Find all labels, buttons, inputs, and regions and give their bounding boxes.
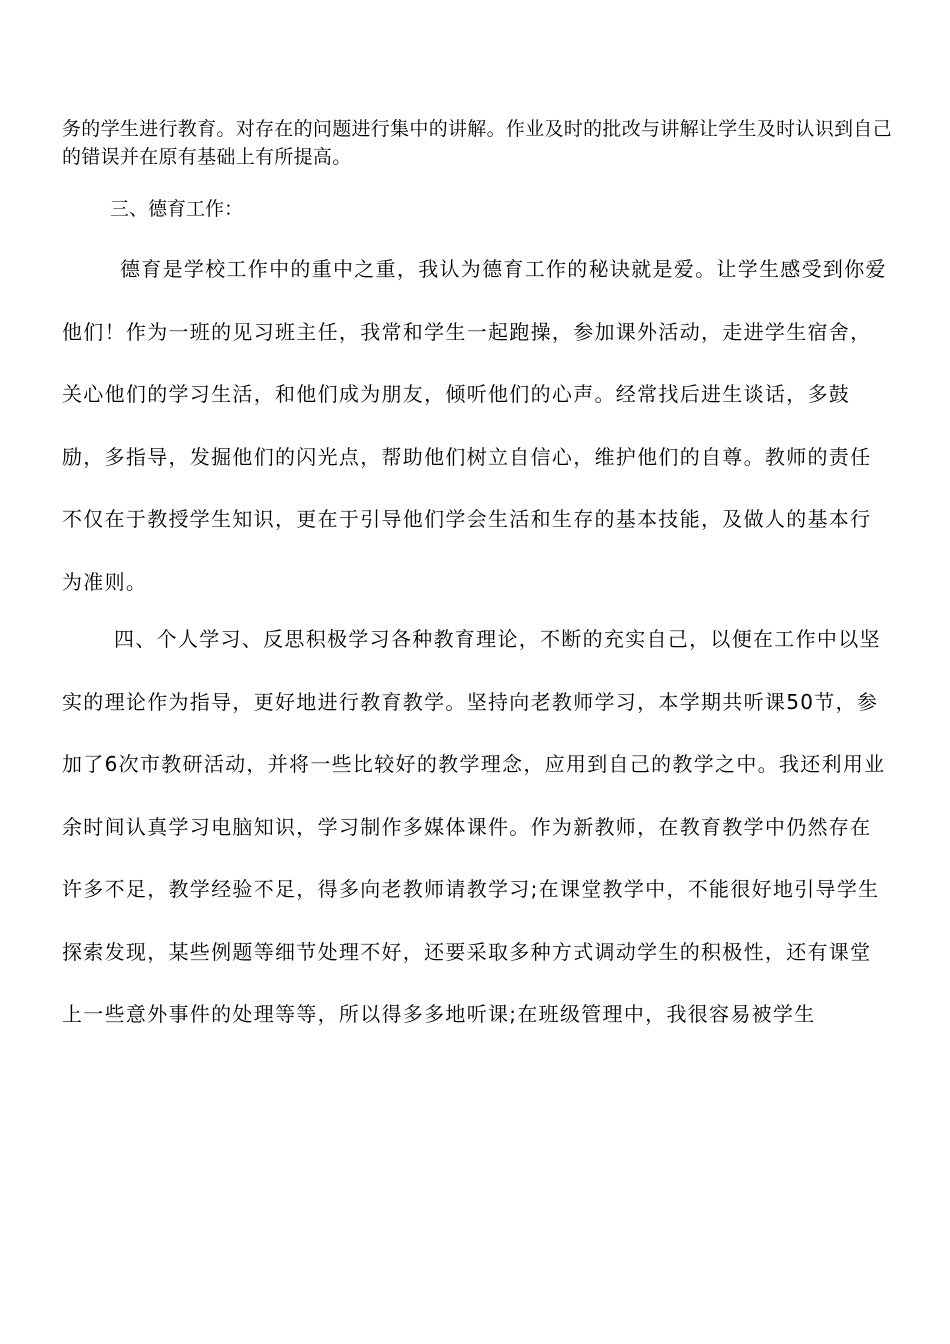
heading-moral-education: 三、德育工作： — [110, 198, 244, 220]
paragraph-continued: 务的学生进行教育。对存在的问题进行集中的讲解。作业及时的批改与讲解让学生及时认识到自己的错误并在原有基础上有所提高。 — [62, 118, 892, 168]
paragraph-moral-education: 德育是学校工作中的重中之重，我认为德育工作的秘诀就是爱。让学生感受到你爱他们！作为一班的见习班主任，我常和学生一起跑操，参加课外活动，走进学生宿舍，关心他们的学习生活，和他们成为朋友，倾听他们的心声。经常找后进生谈话，多鼓励，多指导，发掘他们的闪光点，帮助他们树立自信心，维护他们的自尊。教师的责任不仅在于教授学生知识，更在于引导他们学会生活和生存的基本技能，及做人的基本行为准则。 — [62, 257, 887, 594]
paragraph-personal-study: 四、个人学习、反思积极学习各种教育理论，不断的充实自己，以便在工作中以坚实的理论作为指导，更好地进行教育教学。坚持向老教师学习，本学期共听课50节，参加了6次市教研活动，并将一些比较好的教学理念，应用到自己的教学之中。我还利用业余时间认真学习电脑知识，学习制作多媒体课件。作为新教师，在教育教学中仍然存在许多不足，教学经验不足，得多向老教师请教学习;在课堂教学中，不能很好地引导学生探索发现，某些例题等细节处理不好，还要采取多种方式调动学生的积极性，还有课堂上一些意外事件的处理等等，所以得多多地听课;在班级管理中，我很容易被学生 — [62, 627, 886, 1026]
